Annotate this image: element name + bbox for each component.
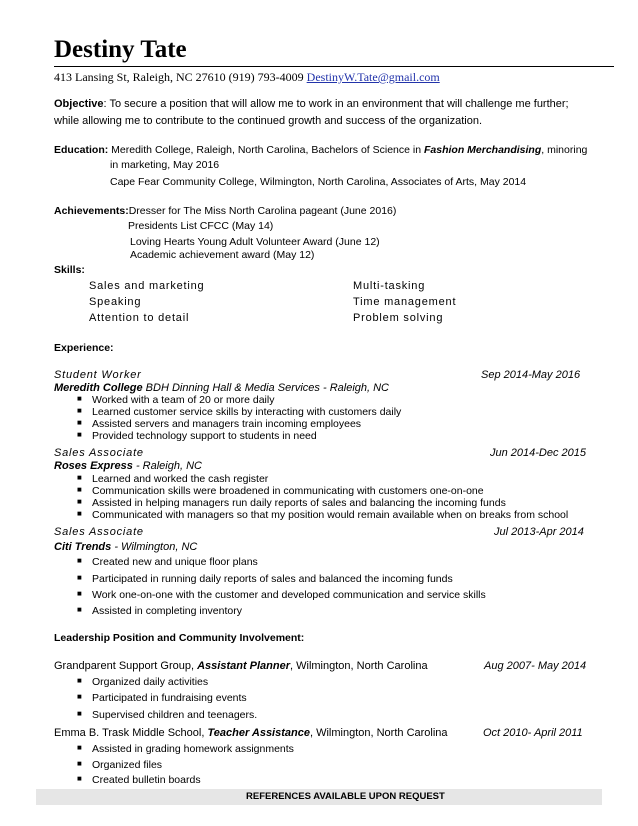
skill-item: Sales and marketing bbox=[89, 280, 205, 292]
skill-item: Attention to detail bbox=[89, 312, 190, 324]
education-row-1-cont: in marketing, May 2016 bbox=[110, 159, 220, 171]
square-bullet-icon: ■ bbox=[77, 473, 82, 482]
square-bullet-icon: ■ bbox=[77, 406, 82, 415]
leadership-bullet: Participated in fundraising events bbox=[92, 692, 247, 704]
leadership-role-line: Emma B. Trask Middle School, Teacher Assistance, Wilmington, North Carolina bbox=[54, 727, 448, 739]
job-dates: Jun 2014-Dec 2015 bbox=[490, 447, 587, 459]
references-footer bbox=[36, 789, 602, 805]
achievement-item: Presidents List CFCC (May 14) bbox=[128, 220, 274, 232]
job-bullet: Communication skills were broadened in communicating with customers one-on-one bbox=[92, 485, 484, 497]
square-bullet-icon: ■ bbox=[77, 709, 82, 718]
square-bullet-icon: ■ bbox=[77, 692, 82, 701]
contact-line bbox=[54, 70, 440, 85]
skill-item: Problem solving bbox=[353, 312, 444, 324]
role-title: Teacher Assistance bbox=[207, 727, 310, 739]
job-bullet: Learned customer service skills by interacting with customers daily bbox=[92, 406, 402, 418]
job-employer-line: Citi Trends - Wilmington, NC bbox=[54, 541, 198, 553]
candidate-name: Destiny Tate bbox=[54, 36, 187, 63]
leadership-bullet: Organized daily activities bbox=[92, 676, 209, 688]
job-bullet: Communicated with managers so that my position would remain available when on breaks from school bbox=[92, 509, 569, 521]
square-bullet-icon: ■ bbox=[77, 743, 82, 752]
achievements-row-1: Achievements:Dresser for The Miss North Carolina pageant (June 2016) bbox=[54, 205, 397, 217]
leadership-bullet: Assisted in grading homework assignments bbox=[92, 743, 294, 755]
leadership-bullet: Organized files bbox=[92, 759, 163, 771]
square-bullet-icon: ■ bbox=[77, 430, 82, 439]
achievement-item: Academic achievement award (May 12) bbox=[130, 249, 315, 261]
job-employer-line: Meredith College BDH Dinning Hall & Media Services - Raleigh, NC bbox=[54, 382, 389, 394]
employer: Citi Trends bbox=[54, 541, 112, 553]
job-bullet: Work one-on-one with the customer and developed communication and service skills bbox=[92, 589, 486, 601]
references-text: REFERENCES AVAILABLE UPON REQUEST bbox=[246, 791, 445, 802]
leadership-bullet: Created bulletin boards bbox=[92, 774, 201, 786]
skill-item: Time management bbox=[353, 296, 457, 308]
job-bullet: Participated in running daily reports of sales and balanced the incoming funds bbox=[92, 573, 453, 585]
employer: Roses Express bbox=[54, 460, 133, 472]
job-bullet: Learned and worked the cash register bbox=[92, 473, 269, 485]
square-bullet-icon: ■ bbox=[77, 485, 82, 494]
square-bullet-icon: ■ bbox=[77, 556, 82, 565]
experience-label: Experience: bbox=[54, 342, 114, 354]
job-bullet: Worked with a team of 20 or more daily bbox=[92, 394, 275, 406]
job-bullet: Created new and unique floor plans bbox=[92, 556, 258, 568]
email-link[interactable]: DestinyW.Tate@gmail.com bbox=[306, 70, 440, 84]
education-row-2: Cape Fear Community College, Wilmington, North Carolina, Associates of Arts, May 2014 bbox=[110, 176, 527, 188]
square-bullet-icon: ■ bbox=[77, 418, 82, 427]
job-bullet: Assisted servers and managers train incoming employees bbox=[92, 418, 362, 430]
square-bullet-icon: ■ bbox=[77, 573, 82, 582]
employer: Meredith College bbox=[54, 382, 143, 394]
role-title: Assistant Planner bbox=[197, 660, 291, 672]
major: Fashion Merchandising bbox=[424, 144, 542, 156]
objective-line-1: Objective: To secure a position that will allow me to work in an environment that will challenge me further; bbox=[54, 98, 569, 110]
address-text: 413 Lansing St, Raleigh, NC 27610 (919) 793-4009 bbox=[54, 70, 304, 84]
square-bullet-icon: ■ bbox=[77, 394, 82, 403]
leadership-label: Leadership Position and Community Involvement: bbox=[54, 632, 305, 644]
job-employer-line: Roses Express - Raleigh, NC bbox=[54, 460, 202, 472]
square-bullet-icon: ■ bbox=[77, 676, 82, 685]
job-title: Sales Associate bbox=[54, 447, 144, 459]
square-bullet-icon: ■ bbox=[77, 605, 82, 614]
job-title: Student Worker bbox=[54, 369, 142, 381]
job-bullet: Provided technology support to students in need bbox=[92, 430, 317, 442]
job-dates: Sep 2014-May 2016 bbox=[481, 369, 581, 381]
skill-item: Multi-tasking bbox=[353, 280, 426, 292]
header-divider bbox=[54, 66, 614, 67]
achievements-label: Achievements: bbox=[54, 205, 129, 217]
objective-label: Objective bbox=[54, 98, 104, 110]
square-bullet-icon: ■ bbox=[77, 589, 82, 598]
education-label: Education: bbox=[54, 144, 109, 156]
skill-item: Speaking bbox=[89, 296, 142, 308]
objective-line-2: while allowing me to contribute to the continued growth and success of the organization. bbox=[54, 115, 483, 127]
skills-label: Skills: bbox=[54, 264, 85, 276]
square-bullet-icon: ■ bbox=[77, 497, 82, 506]
job-dates: Jul 2013-Apr 2014 bbox=[494, 526, 584, 538]
leadership-role-line: Grandparent Support Group, Assistant Planner, Wilmington, North Carolina bbox=[54, 660, 428, 672]
job-bullet: Assisted in helping managers run daily reports of sales and balancing the incoming funds bbox=[92, 497, 506, 509]
leadership-bullet: Supervised children and teenagers. bbox=[92, 709, 258, 721]
square-bullet-icon: ■ bbox=[77, 774, 82, 783]
education-row-1: Education: Meredith College, Raleigh, North Carolina, Bachelors of Science in Fashion Merchandising, minoring bbox=[54, 144, 588, 156]
job-bullet: Assisted in completing inventory bbox=[92, 605, 242, 617]
square-bullet-icon: ■ bbox=[77, 509, 82, 518]
square-bullet-icon: ■ bbox=[77, 759, 82, 768]
leadership-dates: Aug 2007- May 2014 bbox=[484, 660, 587, 672]
achievement-item: Loving Hearts Young Adult Volunteer Award (June 12) bbox=[130, 236, 380, 248]
job-title: Sales Associate bbox=[54, 526, 144, 538]
leadership-dates: Oct 2010- April 2011 bbox=[483, 727, 583, 739]
